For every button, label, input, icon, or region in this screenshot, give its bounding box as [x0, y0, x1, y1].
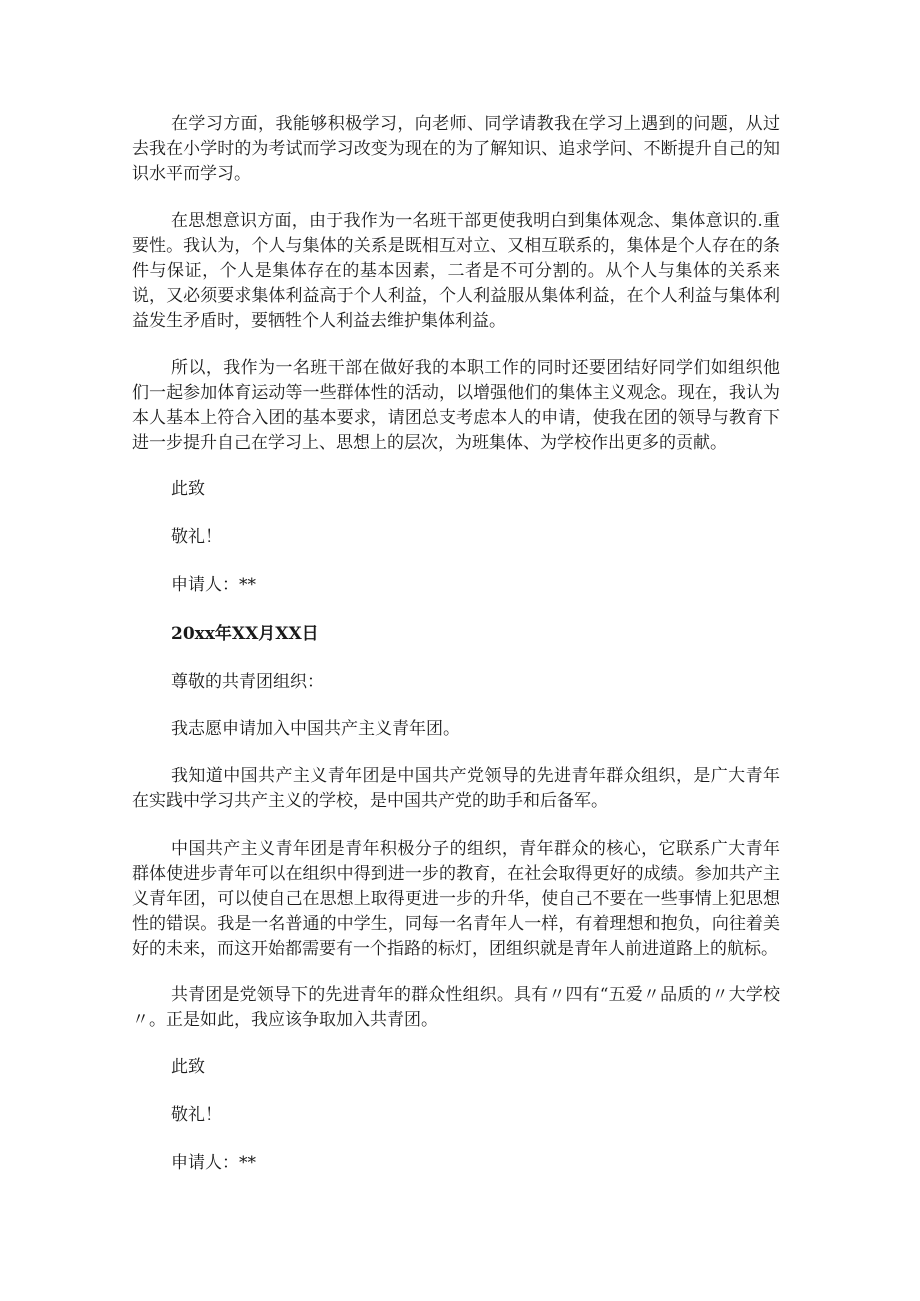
greeting-line: 尊敬的共青团组织： — [171, 672, 324, 692]
closing-phrase-1: 此致 — [171, 479, 205, 499]
closing-phrase-2: 此致 — [171, 1057, 205, 1077]
applicant-signature-2: 申请人：** — [171, 1153, 256, 1173]
paragraph-league-nature: 共青团是党领导下的先进青年的群众性组织。具有〃四有“五爱〃品质的〃大学校〃。正是如此，我应该争取加入共青团。 — [132, 985, 780, 1030]
paragraph-study: 在学习方面，我能够积极学习，向老师、同学请教我在学习上遇到的问题，从过去我在小学时的为考试而学习改变为现在的为了解知识、追求学问、不断提升自己的知识水平而学习。 — [132, 114, 780, 184]
salute-2: 敬礼！ — [171, 1105, 222, 1125]
application-statement: 我志愿申请加入中国共产主义青年团。 — [171, 719, 460, 739]
paragraph-league-definition: 我知道中国共产主义青年团是中国共产党领导的先进青年群众组织，是广大青年在实践中学习共产主义的学校，是中国共产党的助手和后备军。 — [132, 766, 780, 811]
paragraph-league-role: 中国共产主义青年团是青年积极分子的组织，青年群众的核心，它联系广大青年群体使进步青年可以在组织中得到进一步的教育，在社会取得更好的成绩。参加共产主义青年团，可以使自己在思想上取得更进一步的升华，使自己不要在一些事情上犯思想性的错误。我是一名普通的中学生，同每一名青年人一样，有着理想和抱负，向往着美好的未来，而这开始都需要有一个指路的标灯，团组织就是青年人前进道路上的航标。 — [132, 839, 780, 959]
date-line: 20xx年XX月XX日 — [171, 624, 319, 644]
paragraph-ideology: 在思想意识方面，由于我作为一名班干部更使我明白到集体观念、集体意识的.重要性。我认为，个人与集体的关系是既相互对立、又相互联系的，集体是个人存在的条件与保证，个人是集体存在的基本因素，二者是不可分割的。从个人与集体的关系来说，又必须要求集体利益高于个人利益，个人利益服从集体利益，在个人利益与集体利益发生矛盾时，要牺牲个人利益去维护集体利益。 — [132, 211, 780, 331]
applicant-signature-1: 申请人：** — [171, 575, 256, 595]
paragraph-conclusion: 所以，我作为一名班干部在做好我的本职工作的同时还要团结好同学们如组织他们一起参加体育运动等一些群体性的活动，以增强他们的集体主义观念。现在，我认为本人基本上符合入团的基本要求，请团总支考虑本人的申请，使我在团的领导与教育下进一步提升自己在学习上、思想上的层次，为班集体、为学校作出更多的贡献。 — [132, 358, 780, 453]
salute-1: 敬礼！ — [171, 527, 222, 547]
